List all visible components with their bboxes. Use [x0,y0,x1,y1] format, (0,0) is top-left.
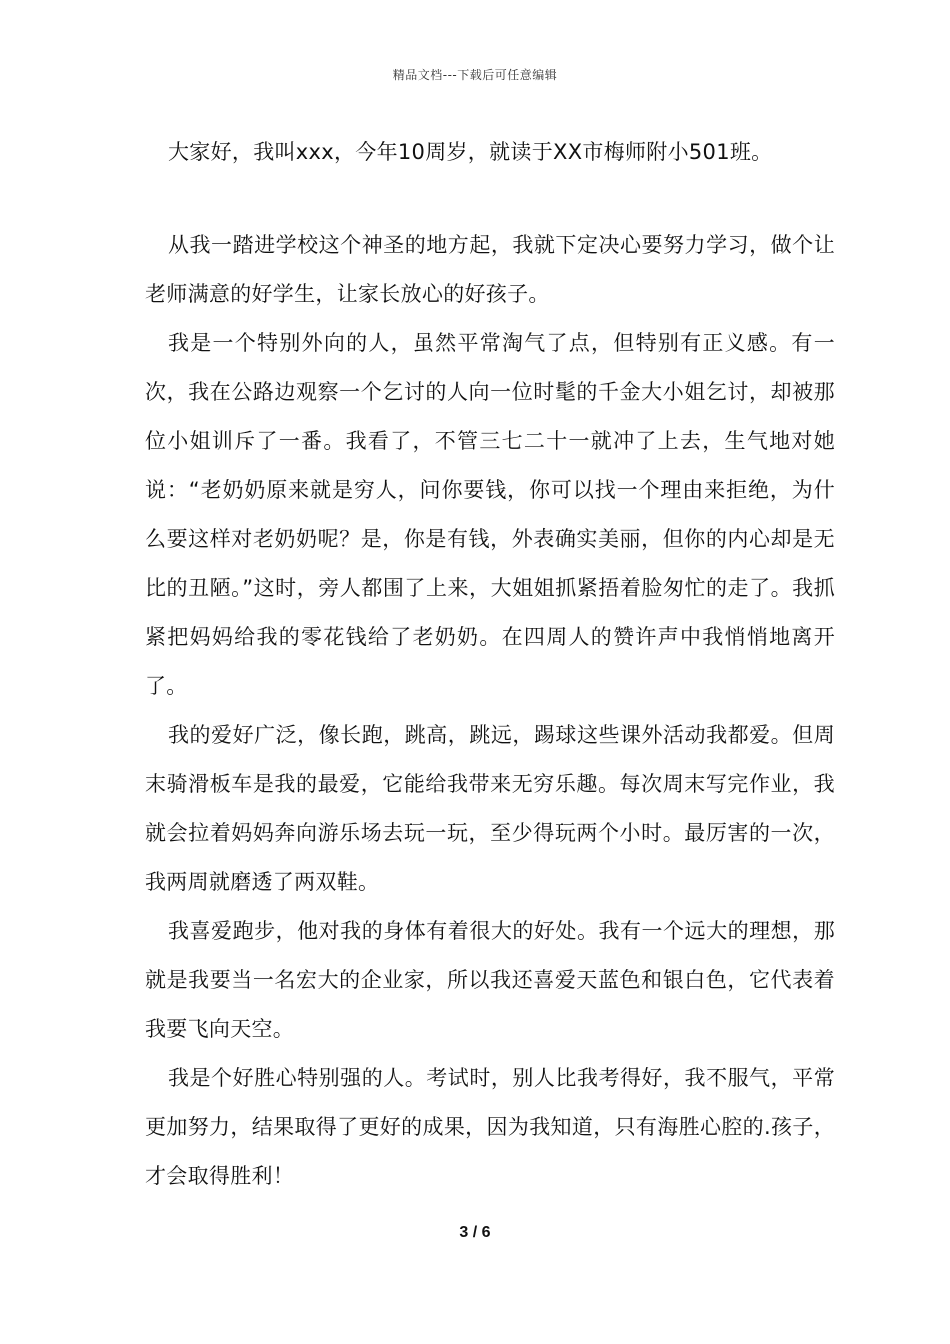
document-body [145,128,835,1201]
page-number: 3 / 6 [459,1224,491,1241]
paragraph-competitive: 我是个好胜心特别强的人。考试时，别人比我考得好，我不服气，平常更加努力，结果取得了更好的成果，因为我知道，只有海胜心腔的.孩子，才会取得胜利！ [145,1066,835,1188]
paragraph-study: 从我一踏进学校这个神圣的地方起，我就下定决心要努力学习，做个让老师满意的好学生，让家长放心的好孩子。 [145,233,835,306]
page-header: 精品文档---下载后可任意编辑 [392,68,558,82]
paragraph-personality: 我是一个特别外向的人，虽然平常淘气了点，但特别有正义感。有一次，我在公路边观察一个乞讨的人向一位时髦的千金大小姐乞讨，却被那位小姐训斥了一番。我看了，不管三七二十一就冲了上去，生气地对她说：“老奶奶原来就是穷人，问你要钱，你可以找一个理由来拒绝，为什么要这样对老奶奶呢？是，你是有钱，外表确实美丽，但你的内心却是无比的丑陋。”这时，旁人都围了上来，大姐姐抓紧捂着脸匆忙的走了。我抓紧把妈妈给我的零花钱给了老奶奶。在四周人的赞许声中我悄悄地离开了。 [145,331,835,698]
paragraph-intro: 大家好，我叫xxx，今年10周岁，就读于XX市梅师附小501班。 [168,140,773,164]
paragraph-ideal: 我喜爱跑步，他对我的身体有着很大的好处。我有一个远大的理想，那就是我要当一名宏大的企业家，所以我还喜爱天蓝色和银白色，它代表着我要飞向天空。 [145,919,835,1041]
paragraph-hobbies: 我的爱好广泛，像长跑，跳高，跳远，踢球这些课外活动我都爱。但周末骑滑板车是我的最爱，它能给我带来无穷乐趣。每次周末写完作业，我就会拉着妈妈奔向游乐场去玩一玩，至少得玩两个小时。最厉害的一次，我两周就磨透了两双鞋。 [145,723,835,894]
